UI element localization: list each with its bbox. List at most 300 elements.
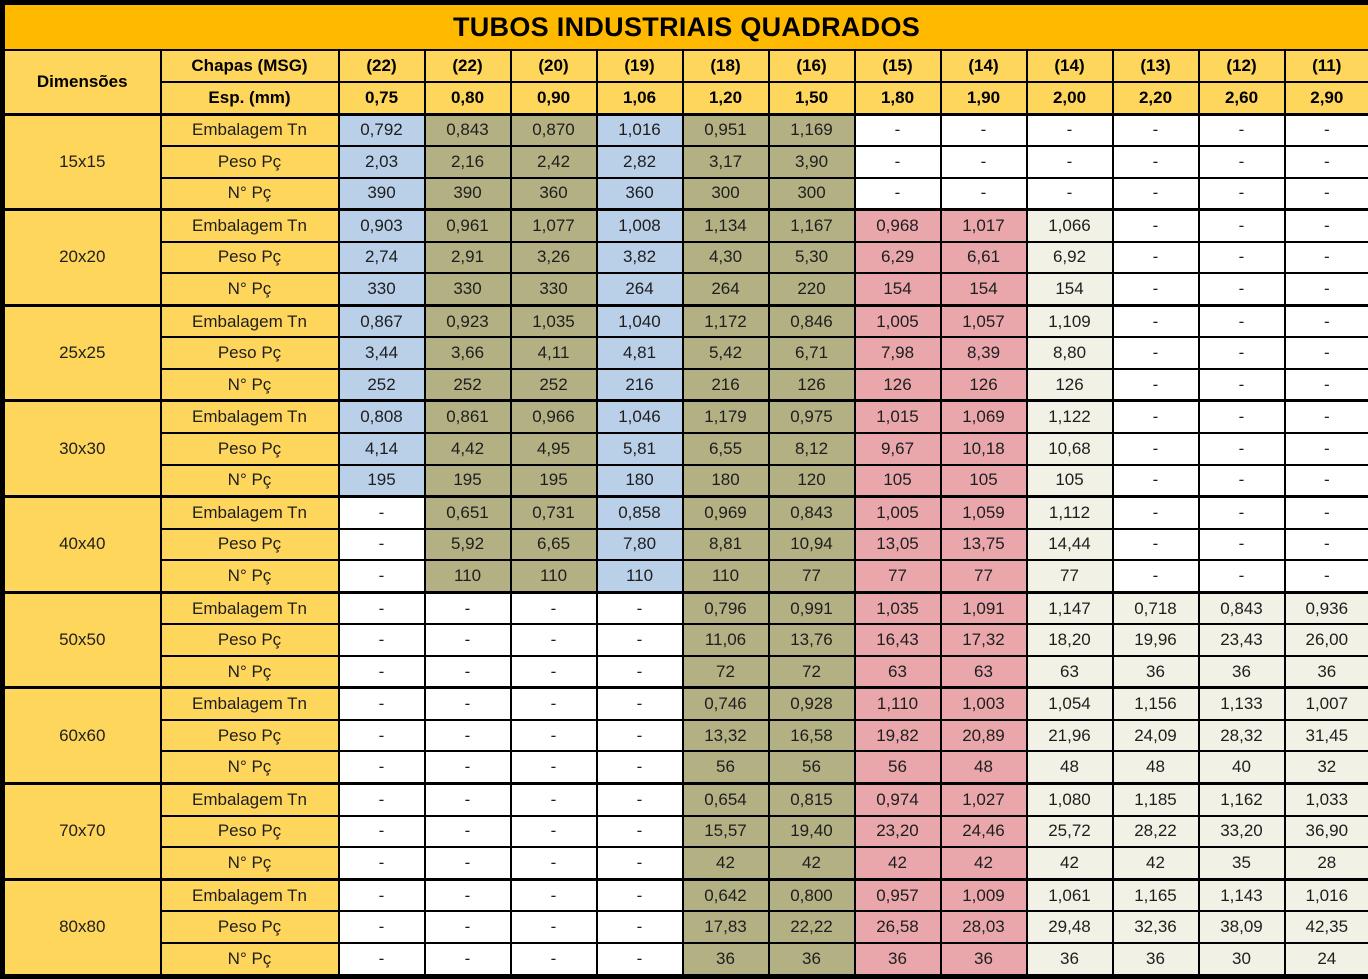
value-cell: 23,20 — [855, 816, 941, 847]
value-cell: 0,654 — [683, 784, 769, 816]
chapas-value-cell: (13) — [1113, 50, 1199, 82]
value-cell: 42 — [769, 847, 855, 879]
value-cell: 0,928 — [769, 688, 855, 720]
table-row — [3, 273, 1368, 305]
value-cell: 28 — [1285, 847, 1368, 879]
value-cell: 0,991 — [769, 592, 855, 624]
table-row — [3, 720, 1368, 751]
esp-value-cell: 1,80 — [855, 82, 941, 114]
value-cell: 1,133 — [1199, 688, 1285, 720]
value-cell: 31,45 — [1285, 720, 1368, 751]
value-cell: - — [339, 624, 425, 655]
value-cell: - — [339, 656, 425, 688]
value-cell: 1,046 — [597, 401, 683, 433]
value-cell: 0,792 — [339, 114, 425, 146]
value-cell: 300 — [683, 178, 769, 210]
value-cell: - — [1285, 337, 1368, 368]
value-cell: - — [1285, 401, 1368, 433]
value-cell: 3,90 — [769, 146, 855, 177]
value-cell: - — [597, 688, 683, 720]
value-cell: 77 — [769, 560, 855, 592]
value-cell: 1,077 — [511, 210, 597, 242]
value-cell: - — [1113, 560, 1199, 592]
value-cell: - — [1285, 433, 1368, 464]
value-cell: 13,76 — [769, 624, 855, 655]
table-row — [3, 465, 1368, 497]
value-cell: - — [1113, 433, 1199, 464]
value-cell: - — [1199, 401, 1285, 433]
value-cell: - — [1113, 337, 1199, 368]
value-cell: 1,033 — [1285, 784, 1368, 816]
value-cell: 6,71 — [769, 337, 855, 368]
value-cell: 0,961 — [425, 210, 511, 242]
value-cell: - — [425, 720, 511, 751]
value-cell: 0,846 — [769, 305, 855, 337]
value-cell: - — [511, 879, 597, 911]
value-cell: 17,32 — [941, 624, 1027, 655]
row-label-cell: N° Pç — [161, 178, 339, 210]
value-cell: 0,651 — [425, 497, 511, 529]
value-cell: 1,165 — [1113, 879, 1199, 911]
value-cell: 3,82 — [597, 242, 683, 273]
value-cell: 1,167 — [769, 210, 855, 242]
chapas-value-cell: (11) — [1285, 50, 1368, 82]
value-cell: - — [1285, 369, 1368, 401]
page-title: TUBOS INDUSTRIAIS QUADRADOS — [3, 3, 1368, 51]
value-cell: 390 — [339, 178, 425, 210]
value-cell: 0,642 — [683, 879, 769, 911]
value-cell: 2,82 — [597, 146, 683, 177]
value-cell: 216 — [683, 369, 769, 401]
value-cell: 2,91 — [425, 242, 511, 273]
value-cell: 13,32 — [683, 720, 769, 751]
table-row — [3, 879, 1368, 911]
value-cell: - — [339, 751, 425, 783]
value-cell: - — [425, 911, 511, 942]
row-label-cell: Peso Pç — [161, 337, 339, 368]
value-cell: - — [941, 114, 1027, 146]
chapas-value-cell: (22) — [425, 50, 511, 82]
value-cell: 0,923 — [425, 305, 511, 337]
value-cell: 0,815 — [769, 784, 855, 816]
row-label-cell: Embalagem Tn — [161, 497, 339, 529]
value-cell: 36 — [855, 943, 941, 977]
value-cell: - — [1113, 305, 1199, 337]
value-cell: - — [1199, 178, 1285, 210]
value-cell: 24,46 — [941, 816, 1027, 847]
value-cell: - — [1113, 242, 1199, 273]
value-cell: 18,20 — [1027, 624, 1113, 655]
value-cell: 126 — [941, 369, 1027, 401]
table-row — [3, 497, 1368, 529]
value-cell: - — [339, 911, 425, 942]
row-label-cell: Peso Pç — [161, 242, 339, 273]
row-label-cell: N° Pç — [161, 369, 339, 401]
value-cell: - — [1199, 337, 1285, 368]
table-row — [3, 624, 1368, 655]
value-cell: 1,169 — [769, 114, 855, 146]
value-cell: 56 — [769, 751, 855, 783]
value-cell: 13,75 — [941, 529, 1027, 560]
value-cell: 30 — [1199, 943, 1285, 977]
table-row — [3, 242, 1368, 273]
table-row — [3, 433, 1368, 464]
value-cell: 0,843 — [425, 114, 511, 146]
row-label-cell: N° Pç — [161, 465, 339, 497]
value-cell: - — [1199, 497, 1285, 529]
value-cell: 0,858 — [597, 497, 683, 529]
table-row — [3, 337, 1368, 368]
value-cell: 1,009 — [941, 879, 1027, 911]
value-cell: 36,90 — [1285, 816, 1368, 847]
value-cell: 9,67 — [855, 433, 941, 464]
esp-value-cell: 0,90 — [511, 82, 597, 114]
table-row — [3, 943, 1368, 977]
value-cell: 1,112 — [1027, 497, 1113, 529]
chapas-row — [3, 50, 1368, 82]
value-cell: 330 — [511, 273, 597, 305]
value-cell: 8,81 — [683, 529, 769, 560]
row-label-cell: Peso Pç — [161, 816, 339, 847]
value-cell: - — [597, 911, 683, 942]
value-cell: - — [1113, 178, 1199, 210]
value-cell: - — [1113, 114, 1199, 146]
value-cell: - — [1285, 146, 1368, 177]
value-cell: - — [425, 688, 511, 720]
table-row — [3, 784, 1368, 816]
value-cell: 1,179 — [683, 401, 769, 433]
value-cell: 2,03 — [339, 146, 425, 177]
chapas-header: Chapas (MSG) — [161, 50, 339, 82]
value-cell: 1,005 — [855, 305, 941, 337]
chapas-value-cell: (12) — [1199, 50, 1285, 82]
value-cell: 63 — [1027, 656, 1113, 688]
row-label-cell: Peso Pç — [161, 529, 339, 560]
value-cell: - — [1113, 273, 1199, 305]
value-cell: - — [597, 784, 683, 816]
esp-value-cell: 1,06 — [597, 82, 683, 114]
value-cell: 4,14 — [339, 433, 425, 464]
chapas-value-cell: (14) — [1027, 50, 1113, 82]
chapas-value-cell: (15) — [855, 50, 941, 82]
value-cell: 10,94 — [769, 529, 855, 560]
value-cell: 19,40 — [769, 816, 855, 847]
value-cell: 110 — [597, 560, 683, 592]
value-cell: 36 — [1199, 656, 1285, 688]
row-label-cell: N° Pç — [161, 943, 339, 977]
value-cell: 1,147 — [1027, 592, 1113, 624]
table-row — [3, 751, 1368, 783]
dimension-cell: 30x30 — [3, 401, 161, 497]
value-cell: - — [425, 879, 511, 911]
table-row — [3, 911, 1368, 942]
value-cell: 0,731 — [511, 497, 597, 529]
value-cell: - — [941, 146, 1027, 177]
value-cell: 35 — [1199, 847, 1285, 879]
value-cell: - — [1113, 529, 1199, 560]
chapas-value-cell: (14) — [941, 50, 1027, 82]
value-cell: - — [511, 720, 597, 751]
value-cell: 0,974 — [855, 784, 941, 816]
value-cell: - — [1113, 465, 1199, 497]
value-cell: - — [1199, 242, 1285, 273]
table-body — [3, 3, 1368, 977]
value-cell: 0,746 — [683, 688, 769, 720]
value-cell: 1,035 — [855, 592, 941, 624]
value-cell: - — [1199, 465, 1285, 497]
row-label-cell: Embalagem Tn — [161, 592, 339, 624]
value-cell: - — [339, 688, 425, 720]
value-cell: 1,008 — [597, 210, 683, 242]
value-cell: 36 — [941, 943, 1027, 977]
value-cell: - — [339, 784, 425, 816]
value-cell: 6,65 — [511, 529, 597, 560]
value-cell: - — [855, 178, 941, 210]
value-cell: - — [425, 847, 511, 879]
value-cell: - — [1285, 242, 1368, 273]
value-cell: - — [855, 114, 941, 146]
value-cell: - — [511, 592, 597, 624]
value-cell: 105 — [941, 465, 1027, 497]
value-cell: - — [339, 847, 425, 879]
value-cell: 19,82 — [855, 720, 941, 751]
value-cell: 1,016 — [597, 114, 683, 146]
value-cell: 1,059 — [941, 497, 1027, 529]
value-cell: 36 — [1027, 943, 1113, 977]
value-cell: - — [1113, 210, 1199, 242]
table-row — [3, 847, 1368, 879]
value-cell: 0,903 — [339, 210, 425, 242]
value-cell: 0,966 — [511, 401, 597, 433]
value-cell: - — [597, 624, 683, 655]
table-row — [3, 178, 1368, 210]
value-cell: 36 — [683, 943, 769, 977]
value-cell: 2,42 — [511, 146, 597, 177]
row-label-cell: Peso Pç — [161, 146, 339, 177]
value-cell: 32 — [1285, 751, 1368, 783]
value-cell: 154 — [941, 273, 1027, 305]
value-cell: 360 — [597, 178, 683, 210]
value-cell: 5,30 — [769, 242, 855, 273]
row-label-cell: Embalagem Tn — [161, 401, 339, 433]
value-cell: 1,134 — [683, 210, 769, 242]
value-cell: 195 — [339, 465, 425, 497]
value-cell: 8,12 — [769, 433, 855, 464]
value-cell: 126 — [855, 369, 941, 401]
value-cell: - — [511, 816, 597, 847]
value-cell: - — [511, 656, 597, 688]
table-row — [3, 146, 1368, 177]
value-cell: 42 — [1113, 847, 1199, 879]
value-cell: 21,96 — [1027, 720, 1113, 751]
value-cell: 48 — [1027, 751, 1113, 783]
value-cell: 63 — [855, 656, 941, 688]
value-cell: - — [511, 751, 597, 783]
value-cell: 48 — [1113, 751, 1199, 783]
value-cell: 6,61 — [941, 242, 1027, 273]
value-cell: 1,110 — [855, 688, 941, 720]
value-cell: 38,09 — [1199, 911, 1285, 942]
value-cell: 180 — [683, 465, 769, 497]
esp-value-cell: 2,20 — [1113, 82, 1199, 114]
table-row — [3, 688, 1368, 720]
value-cell: - — [597, 943, 683, 977]
value-cell: 1,061 — [1027, 879, 1113, 911]
value-cell: 216 — [597, 369, 683, 401]
value-cell: 0,861 — [425, 401, 511, 433]
value-cell: - — [1285, 305, 1368, 337]
value-cell: 1,080 — [1027, 784, 1113, 816]
value-cell: - — [1027, 146, 1113, 177]
value-cell: 36 — [1285, 656, 1368, 688]
value-cell: 1,122 — [1027, 401, 1113, 433]
esp-value-cell: 2,90 — [1285, 82, 1368, 114]
value-cell: 25,72 — [1027, 816, 1113, 847]
value-cell: - — [1027, 114, 1113, 146]
value-cell: - — [339, 879, 425, 911]
esp-value-cell: 1,90 — [941, 82, 1027, 114]
row-label-cell: Embalagem Tn — [161, 784, 339, 816]
value-cell: 126 — [1027, 369, 1113, 401]
value-cell: 154 — [855, 273, 941, 305]
value-cell: 1,015 — [855, 401, 941, 433]
dimension-cell: 50x50 — [3, 592, 161, 688]
dimension-cell: 80x80 — [3, 879, 161, 976]
value-cell: 1,057 — [941, 305, 1027, 337]
value-cell: 10,68 — [1027, 433, 1113, 464]
value-cell: - — [1199, 433, 1285, 464]
row-label-cell: Embalagem Tn — [161, 688, 339, 720]
row-label-cell: Peso Pç — [161, 720, 339, 751]
value-cell: 8,39 — [941, 337, 1027, 368]
value-cell: - — [339, 560, 425, 592]
value-cell: 110 — [425, 560, 511, 592]
value-cell: - — [425, 784, 511, 816]
value-cell: - — [511, 784, 597, 816]
value-cell: 0,718 — [1113, 592, 1199, 624]
value-cell: - — [425, 751, 511, 783]
chapas-value-cell: (16) — [769, 50, 855, 82]
row-label-cell: N° Pç — [161, 273, 339, 305]
value-cell: - — [855, 146, 941, 177]
esp-value-cell: 1,20 — [683, 82, 769, 114]
value-cell: 0,796 — [683, 592, 769, 624]
value-cell: - — [1285, 529, 1368, 560]
value-cell: 5,81 — [597, 433, 683, 464]
row-label-cell: Embalagem Tn — [161, 305, 339, 337]
value-cell: 1,003 — [941, 688, 1027, 720]
value-cell: - — [597, 879, 683, 911]
value-cell: 1,162 — [1199, 784, 1285, 816]
value-cell: 1,109 — [1027, 305, 1113, 337]
value-cell: 63 — [941, 656, 1027, 688]
chapas-value-cell: (18) — [683, 50, 769, 82]
value-cell: 77 — [1027, 560, 1113, 592]
esp-header: Esp. (mm) — [161, 82, 339, 114]
value-cell: 2,16 — [425, 146, 511, 177]
value-cell: 19,96 — [1113, 624, 1199, 655]
value-cell: 1,066 — [1027, 210, 1113, 242]
value-cell: 252 — [339, 369, 425, 401]
esp-row — [3, 82, 1368, 114]
value-cell: 28,03 — [941, 911, 1027, 942]
value-cell: 0,969 — [683, 497, 769, 529]
value-cell: 26,00 — [1285, 624, 1368, 655]
dimension-cell: 25x25 — [3, 305, 161, 401]
value-cell: 1,185 — [1113, 784, 1199, 816]
value-cell: 24,09 — [1113, 720, 1199, 751]
value-cell: 330 — [339, 273, 425, 305]
value-cell: 7,80 — [597, 529, 683, 560]
value-cell: 4,42 — [425, 433, 511, 464]
value-cell: 1,091 — [941, 592, 1027, 624]
value-cell: 154 — [1027, 273, 1113, 305]
esp-value-cell: 2,00 — [1027, 82, 1113, 114]
esp-value-cell: 0,75 — [339, 82, 425, 114]
value-cell: 17,83 — [683, 911, 769, 942]
value-cell: 0,951 — [683, 114, 769, 146]
value-cell: - — [597, 720, 683, 751]
value-cell: 14,44 — [1027, 529, 1113, 560]
value-cell: 180 — [597, 465, 683, 497]
value-cell: - — [597, 656, 683, 688]
value-cell: 1,017 — [941, 210, 1027, 242]
value-cell: - — [1285, 497, 1368, 529]
value-cell: 0,843 — [1199, 592, 1285, 624]
dimension-cell: 20x20 — [3, 210, 161, 306]
value-cell: - — [511, 847, 597, 879]
dimension-cell: 15x15 — [3, 114, 161, 210]
chapas-value-cell: (22) — [339, 50, 425, 82]
value-cell: 42,35 — [1285, 911, 1368, 942]
value-cell: - — [1199, 369, 1285, 401]
esp-value-cell: 1,50 — [769, 82, 855, 114]
dimension-cell: 40x40 — [3, 497, 161, 593]
row-label-cell: N° Pç — [161, 656, 339, 688]
value-cell: 23,43 — [1199, 624, 1285, 655]
value-cell: - — [1285, 560, 1368, 592]
chapas-value-cell: (20) — [511, 50, 597, 82]
value-cell: - — [597, 816, 683, 847]
table-row — [3, 401, 1368, 433]
value-cell: 252 — [425, 369, 511, 401]
value-cell: - — [1199, 560, 1285, 592]
value-cell: 330 — [425, 273, 511, 305]
value-cell: 5,92 — [425, 529, 511, 560]
dimensions-header: Dimensões — [3, 50, 161, 114]
value-cell: 6,29 — [855, 242, 941, 273]
value-cell: - — [1199, 210, 1285, 242]
value-cell: 16,58 — [769, 720, 855, 751]
value-cell: 3,17 — [683, 146, 769, 177]
table-row — [3, 816, 1368, 847]
value-cell: 1,027 — [941, 784, 1027, 816]
value-cell: 110 — [683, 560, 769, 592]
value-cell: - — [597, 847, 683, 879]
value-cell: - — [425, 943, 511, 977]
value-cell: - — [1199, 146, 1285, 177]
value-cell: 0,957 — [855, 879, 941, 911]
value-cell: 77 — [941, 560, 1027, 592]
value-cell: 4,11 — [511, 337, 597, 368]
value-cell: 32,36 — [1113, 911, 1199, 942]
value-cell: 72 — [683, 656, 769, 688]
value-cell: - — [339, 943, 425, 977]
value-cell: 26,58 — [855, 911, 941, 942]
value-cell: 0,936 — [1285, 592, 1368, 624]
value-cell: 13,05 — [855, 529, 941, 560]
value-cell: 390 — [425, 178, 511, 210]
